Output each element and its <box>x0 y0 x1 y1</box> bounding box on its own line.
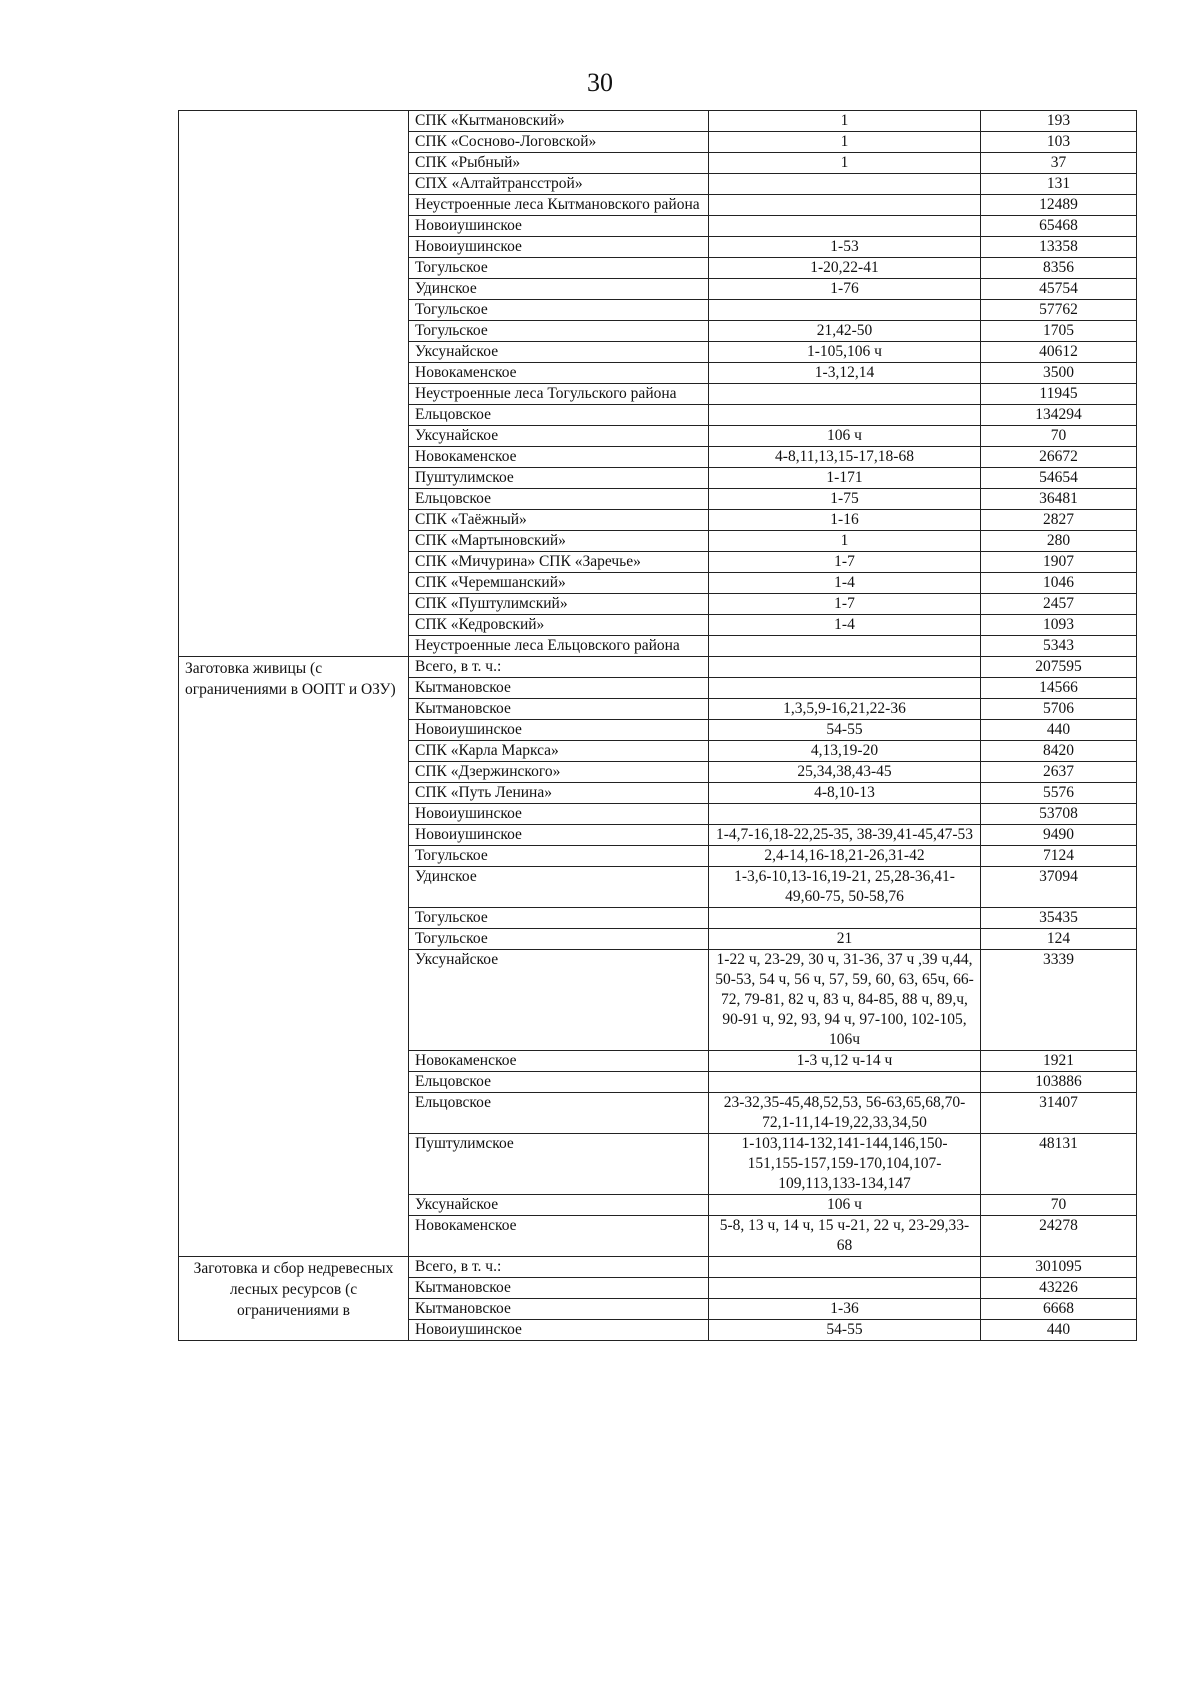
location-cell: Кытмановское <box>409 1278 709 1299</box>
area-cell: 14566 <box>981 678 1137 699</box>
quarters-cell <box>709 195 981 216</box>
quarters-cell: 21,42-50 <box>709 321 981 342</box>
area-cell: 440 <box>981 1320 1137 1341</box>
area-cell: 70 <box>981 426 1137 447</box>
location-cell: СПК «Путь Ленина» <box>409 783 709 804</box>
location-cell: Всего, в т. ч.: <box>409 657 709 678</box>
location-cell: СПК «Рыбный» <box>409 153 709 174</box>
location-cell: Кытмановское <box>409 1299 709 1320</box>
location-cell: Неустроенные леса Ельцовского района <box>409 636 709 657</box>
location-cell: Пуштулимское <box>409 468 709 489</box>
area-cell: 207595 <box>981 657 1137 678</box>
area-cell: 1921 <box>981 1051 1137 1072</box>
quarters-cell: 4-8,11,13,15-17,18-68 <box>709 447 981 468</box>
quarters-cell: 1-36 <box>709 1299 981 1320</box>
area-cell: 301095 <box>981 1257 1137 1278</box>
area-cell: 12489 <box>981 195 1137 216</box>
quarters-cell <box>709 636 981 657</box>
table-row <box>179 657 1137 678</box>
area-cell: 131 <box>981 174 1137 195</box>
quarters-cell: 25,34,38,43-45 <box>709 762 981 783</box>
activity-type-cell: Заготовка живицы (с ограничениями в ООПТ и ОЗУ) <box>179 657 409 1257</box>
location-cell: Новоиушинское <box>409 720 709 741</box>
area-cell: 70 <box>981 1195 1137 1216</box>
location-cell: Уксунайское <box>409 950 709 1051</box>
quarters-cell <box>709 300 981 321</box>
quarters-cell <box>709 1278 981 1299</box>
area-cell: 65468 <box>981 216 1137 237</box>
area-cell: 103886 <box>981 1072 1137 1093</box>
quarters-cell: 1-20,22-41 <box>709 258 981 279</box>
area-cell: 440 <box>981 720 1137 741</box>
location-cell: СПК «Таёжный» <box>409 510 709 531</box>
quarters-cell: 1-3,6-10,13-16,19-21, 25,28-36,41-49,60-75, 50-58,76 <box>709 867 981 908</box>
location-cell: Неустроенные леса Кытмановского района <box>409 195 709 216</box>
quarters-cell: 2,4-14,16-18,21-26,31-42 <box>709 846 981 867</box>
area-cell: 48131 <box>981 1134 1137 1195</box>
quarters-cell: 1 <box>709 153 981 174</box>
area-cell: 1907 <box>981 552 1137 573</box>
area-cell: 54654 <box>981 468 1137 489</box>
location-cell: Кытмановское <box>409 699 709 720</box>
area-cell: 5343 <box>981 636 1137 657</box>
location-cell: Новокаменское <box>409 1216 709 1257</box>
location-cell: Удинское <box>409 279 709 300</box>
area-cell: 1093 <box>981 615 1137 636</box>
quarters-cell <box>709 908 981 929</box>
area-cell: 7124 <box>981 846 1137 867</box>
location-cell: СПК «Сосново-Логовской» <box>409 132 709 153</box>
quarters-cell: 1 <box>709 111 981 132</box>
quarters-cell <box>709 174 981 195</box>
area-cell: 9490 <box>981 825 1137 846</box>
area-cell: 2637 <box>981 762 1137 783</box>
quarters-cell <box>709 384 981 405</box>
page-number: 30 <box>587 68 613 97</box>
area-cell: 24278 <box>981 1216 1137 1257</box>
location-cell: Уксунайское <box>409 1195 709 1216</box>
location-cell: СПК «Мартыновский» <box>409 531 709 552</box>
quarters-cell <box>709 216 981 237</box>
table-row <box>179 111 1137 132</box>
quarters-cell: 1-7 <box>709 552 981 573</box>
quarters-cell: 1-76 <box>709 279 981 300</box>
quarters-cell: 5-8, 13 ч, 14 ч, 15 ч-21, 22 ч, 23-29,33-68 <box>709 1216 981 1257</box>
quarters-cell: 1-3 ч,12 ч-14 ч <box>709 1051 981 1072</box>
location-cell: Новоиушинское <box>409 825 709 846</box>
quarters-cell: 106 ч <box>709 1195 981 1216</box>
area-cell: 45754 <box>981 279 1137 300</box>
location-cell: Новокаменское <box>409 363 709 384</box>
location-cell: Новокаменское <box>409 447 709 468</box>
location-cell: Новоиушинское <box>409 1320 709 1341</box>
quarters-cell: 1,3,5,9-16,21,22-36 <box>709 699 981 720</box>
location-cell: СПК «Мичурина» СПК «Заречье» <box>409 552 709 573</box>
area-cell: 124 <box>981 929 1137 950</box>
location-cell: СПК «Кедровский» <box>409 615 709 636</box>
location-cell: Тогульское <box>409 258 709 279</box>
area-cell: 8420 <box>981 741 1137 762</box>
quarters-cell: 1-4 <box>709 573 981 594</box>
quarters-cell: 23-32,35-45,48,52,53, 56-63,65,68,70-72,1-11,14-19,22,33,34,50 <box>709 1093 981 1134</box>
area-cell: 40612 <box>981 342 1137 363</box>
area-cell: 103 <box>981 132 1137 153</box>
quarters-cell: 1-16 <box>709 510 981 531</box>
area-cell: 11945 <box>981 384 1137 405</box>
quarters-cell: 1 <box>709 531 981 552</box>
location-cell: Уксунайское <box>409 342 709 363</box>
quarters-cell: 1-3,12,14 <box>709 363 981 384</box>
location-cell: СПК «Дзержинского» <box>409 762 709 783</box>
area-cell: 57762 <box>981 300 1137 321</box>
area-cell: 35435 <box>981 908 1137 929</box>
quarters-cell: 1-4 <box>709 615 981 636</box>
location-cell: Ельцовское <box>409 1072 709 1093</box>
quarters-cell: 1-171 <box>709 468 981 489</box>
area-cell: 280 <box>981 531 1137 552</box>
location-cell: Тогульское <box>409 321 709 342</box>
location-cell: Ельцовское <box>409 405 709 426</box>
location-cell: СПК «Кытмановский» <box>409 111 709 132</box>
location-cell: Кытмановское <box>409 678 709 699</box>
area-cell: 3500 <box>981 363 1137 384</box>
location-cell: Неустроенные леса Тогульского района <box>409 384 709 405</box>
location-cell: Тогульское <box>409 908 709 929</box>
area-cell: 2827 <box>981 510 1137 531</box>
forest-use-table <box>178 110 1137 1341</box>
area-cell: 37 <box>981 153 1137 174</box>
area-cell: 13358 <box>981 237 1137 258</box>
quarters-cell: 1-53 <box>709 237 981 258</box>
location-cell: Всего, в т. ч.: <box>409 1257 709 1278</box>
quarters-cell <box>709 405 981 426</box>
area-cell: 5576 <box>981 783 1137 804</box>
quarters-cell: 1-75 <box>709 489 981 510</box>
quarters-cell <box>709 804 981 825</box>
area-cell: 36481 <box>981 489 1137 510</box>
quarters-cell <box>709 1072 981 1093</box>
quarters-cell: 106 ч <box>709 426 981 447</box>
location-cell: Ельцовское <box>409 489 709 510</box>
location-cell: Уксунайское <box>409 426 709 447</box>
location-cell: Тогульское <box>409 846 709 867</box>
activity-type-cell <box>179 111 409 657</box>
area-cell: 3339 <box>981 950 1137 1051</box>
activity-type-cell: Заготовка и сбор недревесных лесных ресурсов (с ограничениями в <box>179 1257 409 1341</box>
quarters-cell: 4,13,19-20 <box>709 741 981 762</box>
quarters-cell: 54-55 <box>709 1320 981 1341</box>
area-cell: 43226 <box>981 1278 1137 1299</box>
quarters-cell: 21 <box>709 929 981 950</box>
area-cell: 37094 <box>981 867 1137 908</box>
quarters-cell: 4-8,10-13 <box>709 783 981 804</box>
area-cell: 5706 <box>981 699 1137 720</box>
location-cell: Новоиушинское <box>409 216 709 237</box>
location-cell: Новоиушинское <box>409 237 709 258</box>
location-cell: Новокаменское <box>409 1051 709 1072</box>
area-cell: 1046 <box>981 573 1137 594</box>
area-cell: 26672 <box>981 447 1137 468</box>
area-cell: 6668 <box>981 1299 1137 1320</box>
location-cell: Тогульское <box>409 300 709 321</box>
area-cell: 8356 <box>981 258 1137 279</box>
quarters-cell <box>709 657 981 678</box>
quarters-cell: 1-22 ч, 23-29, 30 ч, 31-36, 37 ч ,39 ч,44, 50-53, 54 ч, 56 ч, 57, 59, 60, 63, 65ч, 66-72, 79-81, 82 ч, 83 ч, 84-85, 88 ч, 89,ч, 90-91 ч, 92, 93, 94 ч, 97-100, 102-105, 106ч <box>709 950 981 1051</box>
location-cell: СПК «Черемшанский» <box>409 573 709 594</box>
location-cell: Ельцовское <box>409 1093 709 1134</box>
location-cell: СПК «Пуштулимский» <box>409 594 709 615</box>
quarters-cell: 1-4,7-16,18-22,25-35, 38-39,41-45,47-53 <box>709 825 981 846</box>
area-cell: 2457 <box>981 594 1137 615</box>
location-cell: Пуштулимское <box>409 1134 709 1195</box>
area-cell: 1705 <box>981 321 1137 342</box>
quarters-cell <box>709 678 981 699</box>
area-cell: 134294 <box>981 405 1137 426</box>
location-cell: Тогульское <box>409 929 709 950</box>
area-cell: 31407 <box>981 1093 1137 1134</box>
quarters-cell: 1-105,106 ч <box>709 342 981 363</box>
quarters-cell: 1-7 <box>709 594 981 615</box>
quarters-cell: 1-103,114-132,141-144,146,150-151,155-157,159-170,104,107-109,113,133-134,147 <box>709 1134 981 1195</box>
area-cell: 193 <box>981 111 1137 132</box>
location-cell: Новоиушинское <box>409 804 709 825</box>
location-cell: Удинское <box>409 867 709 908</box>
area-cell: 53708 <box>981 804 1137 825</box>
location-cell: СПК «Карла Маркса» <box>409 741 709 762</box>
quarters-cell <box>709 1257 981 1278</box>
table-row <box>179 1257 1137 1278</box>
quarters-cell: 54-55 <box>709 720 981 741</box>
quarters-cell: 1 <box>709 132 981 153</box>
location-cell: СПХ «Алтайтрансстрой» <box>409 174 709 195</box>
